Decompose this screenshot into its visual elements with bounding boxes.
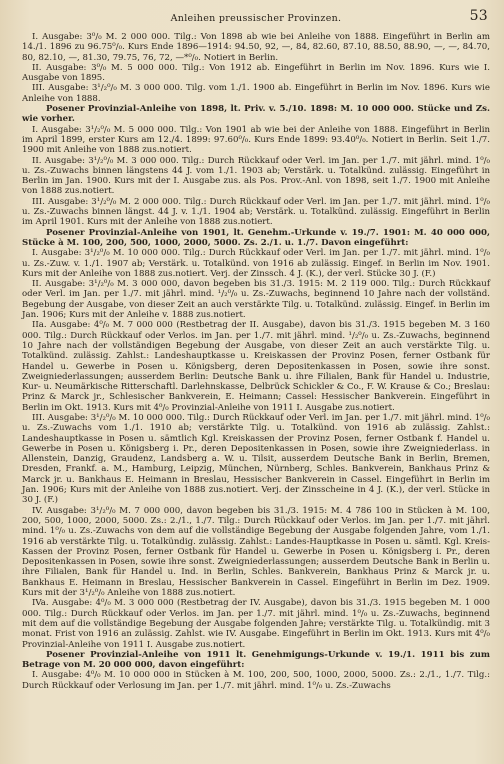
paragraph-1901-ausgabe-3: III. Ausgabe: 3¹/₂⁰/₀ M. 10 000 000. Tilg.: Durch Rückkauf oder Verl. im Jan. per 1./7. mit jährl. mind. 1⁰/₀ u. Zs.-Zuwachs vom 1./1. 1910 ab; verstärkte Tilg. u. Totalkünd. von 1916 ab zulässig. Zahlst.: Landeshauptkasse in Posen u. sämtlich Kgl. Kreiskassen der Provinz Posen, ferner Ostbank f. Handel u. Gewerbe in Posen u. Königsberg i. Pr., deren Depositenkassen in Posen, sowie ihre Zweigniederlass. in Allenstein, Danzig, Graudenz, Landsberg a. W. u. Tilsit, ausserdem Deutsche Bank in Berlin, Bremen, Dresden, Frankf. a. M., Hamburg, Leipzig, München, Nürnberg, Schles. Bankverein, Bankhaus Prinz & Marck jr. u. Bankhaus E. Heimann in Breslau, Hessischer Bankverein in Cassel. Eingeführt in Berlin im Jan. 1906; Kurs mit der Anleihe von 1888 zus.notiert. Verj. der Zinsscheine in 4 J. (K.), der verl. Stücke in 30 J. (F.) bbox=[22, 412, 490, 506]
page-header bbox=[22, 8, 490, 32]
paragraph-1911-ausgabe-1: I. Ausgabe: 4⁰/₀ M. 10 000 000 in Stücken à M. 100, 200, 500, 1000, 2000, 5000. Zs.: 2./1., 1./7. Tilg.: Durch Rückkauf oder Verlosung im Jan. per 1./7. mit jährl. mind. 1⁰/₀ u. Zs.-Zuwachs bbox=[22, 670, 490, 691]
paragraph-1901-ausgabe-2: II. Ausgabe: 3¹/₂⁰/₀ M. 3 000 000, davon begeben bis 31./3. 1915: M. 2 119 000. Tilg.: Durch Rückkauf oder Verl. im Jan. per 1./7. mit jährl. mind. ¹/₂⁰/₀ u. Zs.-Zuwachs, beginnend 10 Jahre nach der vollständ. Begebung der Ausgabe, von dieser Zeit an auch verstärkte Tilg. u. Totalkünd. zulässig. Eingef. in Berlin im Jan. 1906; Kurs mit der Anleihe v. 1888 zus.notiert. bbox=[22, 279, 490, 321]
paragraph-ausgabe-2: II. Ausgabe: 3⁰/₀ M. 5 000 000. Tilg.: Von 1912 ab. Eingeführt in Berlin im Nov. 1896. Kurs wie I. Ausgabe von 1895. bbox=[22, 62, 490, 84]
running-title: Anleihen preussischer Provinzen. bbox=[170, 13, 342, 24]
section-heading-anleihe-1898: Posener Provinzial-Anleihe von 1898, lt. Priv. v. 5./10. 1898: M. 10 000 000. Stücke und Zs. wie vorher. bbox=[22, 104, 490, 125]
paragraph-1898-ausgabe-3: III. Ausgabe: 3¹/₂⁰/₀ M. 2 000 000. Tilg.: Durch Rückkauf oder Verl. im Jan. per 1./7. mit jährl. mind. 1⁰/₀ u. Zs.-Zuwachs binnen längst. 44 J. v. 1./1. 1904 ab; Verstärk. u. Totalkünd. zulässig. Eingeführt in Berlin im April 1901. Kurs mit der Anleihe von 1888 zus.notiert. bbox=[22, 196, 490, 228]
paragraph-ausgabe-1: I. Ausgabe: 3⁰/₀ M. 2 000 000. Tilg.: Von 1898 ab wie bei Anleihe von 1888. Eingeführt in Berlin am 14./1. 1896 zu 96.75⁰/₀. Kurs Ende 1896—1914: 94.50, 92, —, 84, 82.60, 87.10, 88.50, 88.90, —, —, 84.70, 80, 82.10, —, 81.30, 79.75, 76, 72, —*⁰/₀. Notiert in Berlin. bbox=[22, 32, 490, 63]
page-number: 53 bbox=[469, 8, 488, 24]
paragraph-1901-ausgabe-1: I. Ausgabe: 3¹/₂⁰/₀ M. 10 000 000. Tilg.: Durch Rückkauf oder Verl. im Jan. per 1./7. mit jährl. mind. 1⁰/₀ u. Zs.-Zuw. v. 1./1. 1907 ab; Verstärk. u. Totalkünd. von 1916 ab zulässig. Eingef. in Berlin im Nov. 1901. Kurs mit der Anleihe von 1888 zus.notiert. Verj. der Zinssch. 4 J. (K.), der verl. Stücke 30 J. (F.) bbox=[22, 248, 490, 279]
paragraph-ausgabe-3: III. Ausgabe: 3¹/₂⁰/₀ M. 3 000 000. Tilg. vom 1./1. 1900 ab. Eingeführt in Berlin im Nov. 1896. Kurs wie Anleihe von 1888. bbox=[22, 83, 490, 104]
section-heading-anleihe-1901: Posener Provinzial-Anleihe von 1901, lt. Genehm.-Urkunde v. 19./7. 1901: M. 40 000 000, Stücke à M. 100, 200, 500, 1000, 2000, 5000. Zs. 2./1. u. 1./7. Davon eingeführt: bbox=[22, 227, 490, 248]
paragraph-1901-ausgabe-2a: IIa. Ausgabe: 4⁰/₀ M. 7 000 000 (Restbetrag der II. Ausgabe), davon bis 31./3. 1915 begeben M. 3 160 000. Tilg.: Durch Rückkauf oder Verlos. im Jan. per 1./7. mit jährl. mind. ¹/₂⁰/₀ u. Zs.-Zuwachs, beginnend 10 Jahre nach der vollständigen Begebung der Ausgabe, von dieser Zeit an auch verstärkte Tilg. u. Totalkünd. zulässig. Zahlst.: Landeshauptkasse u. Kreiskassen der Provinz Posen, ferner Ostbank für Handel u. Gewerbe in Posen u. Königsberg, deren Depositenkassen in Posen, sowie ihre sonst. Zweigniederlassungen; ausserdem Berlin: Deutsche Bank u. ihre Filialen, Bank für Handel u. Industrie, Kur- u. Neumärkische Ritterschaftl. Darlehnskasse, Delbrück Schickler & Co., F. W. Krause & Co.; Breslau: Prinz & Marck jr., Schlesischer Bankverein, E. Heimann; Cassel: Hessischer Bankverein. Eingeführt in Berlin im Okt. 1913. Kurs mit 4⁰/₀ Provinzial-Anleihe von 1911 I. Ausgabe zus.notiert. bbox=[22, 320, 490, 413]
paragraph-1898-ausgabe-2: II. Ausgabe: 3¹/₂⁰/₀ M. 3 000 000. Tilg.: Durch Rückkauf oder Verl. im Jan. per 1./7. mit jährl. mind. 1⁰/₀ u. Zs.-Zuwachs binnen längstens 44 J. vom 1./1. 1903 ab; Verstärk. u. Totalkünd. zulässig. Eingeführt in Berlin im Jan. 1900. Kurs mit der I. Ausgabe zus. als Pos. Prov.-Anl. von 1898, seit 1./7. 1900 mit Anleihe von 1888 zus.notiert. bbox=[22, 155, 490, 197]
paragraph-1901-ausgabe-4: IV. Ausgabe: 3¹/₂⁰/₀ M. 7 000 000, davon begeben bis 31./3. 1915: M. 4 786 100 in Stücken à M. 100, 200, 500, 1000, 2000, 5000. Zs.: 2./1., 1./7. Tilg.: Durch Rückkauf oder Verlos. im Jan. per 1./7. mit jährl. mind. 1⁰/₀ u. Zs.-Zuwachs von dem auf die vollständige Begebung der Ausgabe folgenden Jahre, vom 1./1. 1916 ab verstärkte Tilg. u. Totalkündig. zulässig. Zahlst.: Landes-Hauptkasse in Posen u. sämtl. Kgl. Kreis-Kassen der Provinz Posen, ferner Ostbank für Handel u. Gewerbe in Posen u. Königsberg i. Pr., deren Depositenkassen in Posen, sowie ihre sonst. Zweigniederlassungen; ausserdem Deutsche Bank in Berlin u. ihre Filialen, Bank für Handel u. Ind. in Berlin, Schles. Bankverein, Bankhaus Prinz & Marck jr. u. Bankhaus E. Heimann in Breslau, Hessischer Bankverein in Cassel. Eingeführt in Berlin im Dez. 1909. Kurs mit der 3¹/₂⁰/₀ Anleihe von 1888 zus.notiert. bbox=[22, 505, 490, 599]
paragraph-1901-ausgabe-4a: IVa. Ausgabe: 4⁰/₀ M. 3 000 000 (Restbetrag der IV. Ausgabe), davon bis 31./3. 1915 begeben M. 1 000 000. Tilg.: Durch Rückkauf oder Verlos. im Jan. per 1./7. mit jährl. mind. 1⁰/₀ u. Zs.-Zuwachs, beginnend mit dem auf die vollständige Begebung der Ausgabe folgenden Jahre; verstärkte Tilg. u. Totalkündig. mit 3 monat. Frist von 1916 an zulässig. Zahlst. wie IV. Ausgabe. Eingeführt in Berlin im Okt. 1913. Kurs mit 4⁰/₀ Provinzial-Anleihe von 1911 I. Ausgabe zus.notiert. bbox=[22, 598, 490, 650]
page-body bbox=[22, 32, 490, 691]
paragraph-1898-ausgabe-1: I. Ausgabe: 3¹/₂⁰/₀ M. 5 000 000. Tilg.: Von 1901 ab wie bei der Anleihe von 1888. Eingeführt in Berlin im April 1899, erster Kurs am 12./4. 1899: 97.60⁰/₀. Kurs Ende 1899: 93.40⁰/₀. Notiert in Berlin. Seit 1./7. 1900 mit Anleihe von 1888 zus.notiert. bbox=[22, 124, 490, 156]
section-heading-anleihe-1911: Posener Provinzial-Anleihe von 1911 lt. Genehmigungs-Urkunde v. 19./1. 1911 bis zum Betrage von M. 20 000 000, davon eingeführt: bbox=[22, 649, 490, 671]
